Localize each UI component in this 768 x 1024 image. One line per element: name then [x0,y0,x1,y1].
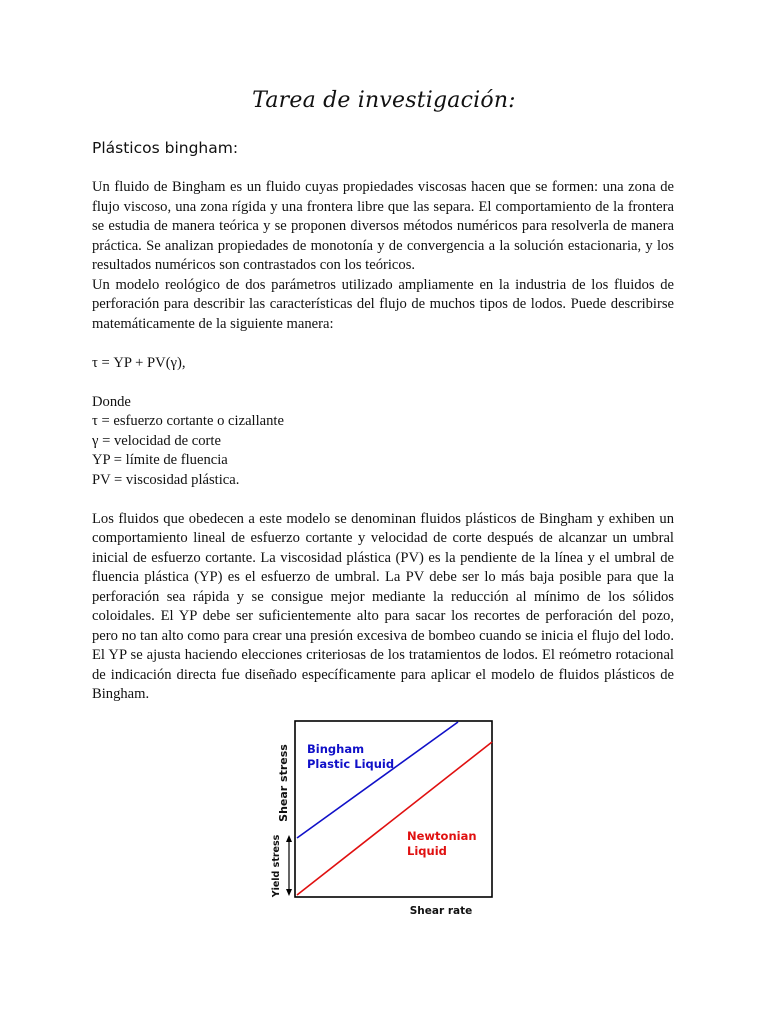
y-axis-label: Shear stress [277,744,290,822]
definition-pv: PV = viscosidad plástica. [92,471,240,488]
bingham-label-2: Plastic Liquid [307,757,395,771]
section-heading: Plásticos bingham: [92,139,239,157]
paragraph-bingham-fluids: Los fluidos que obedecen a este modelo se denominan fluidos plásticos de Bingham y exhiben un comportamiento lineal de esfuerzo cortante y velocidad de corte después de alcanzar un umbral inicial de esfuerzo cortante. La viscosidad plástica (PV) es la pendiente de la línea y el umbral de fluencia plástica (YP) es el esfuerzo de umbral. La PV debe ser lo más baja posible para que la perforación sea rápida y se consigue mejor mediante la reducción al mínimo de los sólidos coloidales. El YP debe ser suficientemente alto para sacar los recortes de perforación del pozo, pero no tan alto como para crear una presión excesiva de bombeo cuando se inicia el flujo del lodo. El YP se ajusta haciendo elecciones criteriosas de los tratamientos de lodos. El reómetro rotacional de indicación directa fue diseñado específicamente para aplicar el modelo de fluidos plásticos de Bingham. [92,510,674,702]
definition-tau: τ = esfuerzo cortante o cizallante [92,413,284,429]
yield-arrow-head-bottom [286,889,292,896]
page-title: Tarea de investigación: [252,88,516,113]
body-text [92,178,674,705]
yield-arrow-head-top [286,835,292,842]
definition-gamma: γ = velocidad de corte [92,432,221,449]
paragraph-intro: Un fluido de Bingham es un fluido cuyas propiedades viscosas hacen que se formen: una zona de flujo viscoso, una zona rígida y una frontera libre que las separa. El comportamiento de la frontera se estudia de manera teórica y se proponen diversos métodos numéricos para resolverla de manera práctica. Se analizan propiedades de monotonía y de convergencia a la solución estacionaria, y los resultados numéricos son contrastados con los teóricos. [92,179,674,273]
newtonian-label-1: Newtonian [407,829,477,843]
bingham-label-1: Bingham [307,742,365,756]
donde-label: Donde [92,393,131,410]
yield-stress-label: Yield stress [271,834,282,898]
x-axis-label: Shear rate [409,905,473,917]
bingham-diagram [270,718,510,923]
paragraph-model: Un modelo reológico de dos parámetros utilizado ampliamente en la industria de los fluidos de perforación para describir las características del flujo de muchos tipos de lodos. Puede describirse matemáticamente de la siguiente manera: [92,276,674,332]
definition-yp: YP = límite de fluencia [92,452,228,468]
equation: τ = YP + PV(γ), [92,354,186,371]
newtonian-label-2: Liquid [407,844,447,858]
bingham-line [297,722,458,838]
